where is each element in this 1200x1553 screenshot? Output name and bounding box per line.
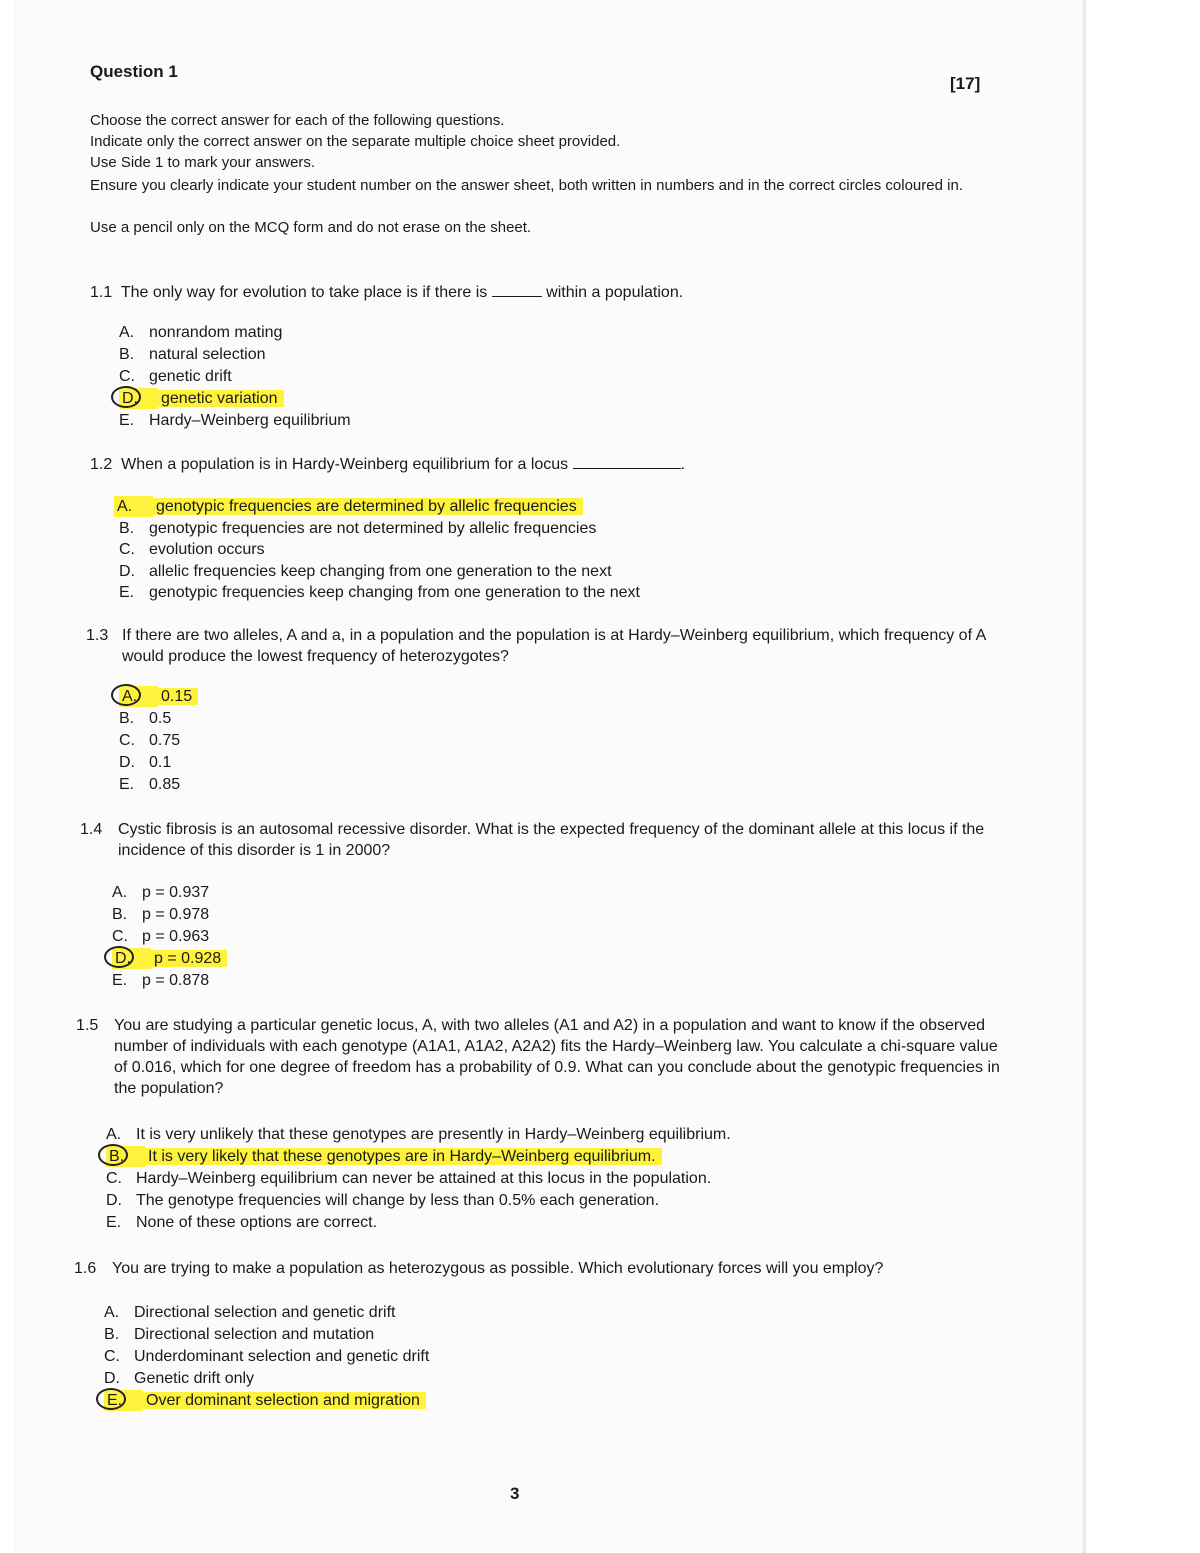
question-text-after: within a population.	[546, 284, 684, 301]
option-a: A. p = 0.937	[112, 884, 210, 901]
option-d: D. 0.1	[119, 754, 172, 771]
option-c: C. p = 0.963	[112, 928, 210, 945]
option-e: E. Hardy–Weinberg equilibrium	[119, 412, 351, 429]
highlighted-answer: genotypic frequencies are determined by allelic frequencies	[153, 498, 583, 515]
answer-circle	[96, 1388, 126, 1410]
instruction-line: Use a pencil only on the MCQ form and do not erase on the sheet.	[90, 219, 532, 236]
answer-circle	[98, 1144, 128, 1166]
option-a-selected: A. genotypic frequencies are determined by allelic frequencies	[114, 496, 583, 517]
option-c: C. genetic drift	[119, 368, 232, 385]
option-b-selected: B. It is very likely that these genotypes are in Hardy–Weinberg equilibrium.	[106, 1146, 662, 1167]
question-number: 1.6	[74, 1260, 97, 1277]
question-title: Question 1	[90, 62, 178, 81]
option-c: C. Hardy–Weinberg equilibrium can never be attained at this locus in the population.	[106, 1170, 712, 1187]
question-text: Cystic fibrosis is an autosomal recessive disorder. What is the expected frequency of the dominant allele at this locus if the incidence of this disorder is 1 in 2000?	[118, 821, 985, 859]
question-text: If there are two alleles, A and a, in a population and the population is at Hardy–Weinberg equilibrium, which frequency of A would produce the lowest frequency of heterozygotes?	[122, 627, 986, 665]
option-e: E. p = 0.878	[112, 972, 210, 989]
option-d: D. The genotype frequencies will change by less than 0.5% each generation.	[106, 1192, 660, 1209]
option-d-selected: D. p = 0.928	[112, 948, 227, 969]
answer-circle	[111, 386, 141, 408]
question-1-1	[90, 282, 683, 303]
answer-blank	[573, 454, 681, 469]
highlighted-answer: It is very likely that these genotypes are in Hardy–Weinberg equilibrium.	[145, 1148, 662, 1165]
option-a: A. Directional selection and genetic drift	[104, 1304, 396, 1321]
option-b: B. natural selection	[119, 346, 266, 363]
option-e-selected: E. Over dominant selection and migration	[104, 1390, 426, 1411]
option-c: C. Underdominant selection and genetic drift	[104, 1348, 430, 1365]
question-number: 1.2	[90, 456, 113, 473]
question-number: 1.3	[86, 627, 109, 644]
page-number: 3	[510, 1484, 520, 1503]
option-b: B. Directional selection and mutation	[104, 1326, 375, 1343]
exam-page	[14, 0, 1086, 1553]
option-e: E. 0.85	[119, 776, 181, 793]
option-a: A. It is very unlikely that these genotypes are presently in Hardy–Weinberg equilibrium.	[106, 1126, 731, 1143]
question-text: You are studying a particular genetic locus, A, with two alleles (A1 and A2) in a population and want to know if the observed number of individuals with each genotype (A1A1, A1A2, A2A2) fits the Hardy–Weinberg law. You calculate a chi-square value of 0.016, which for one degree of freedom has a probability of 0.9. What can you conclude about the genotypic frequencies in the population?	[114, 1017, 1000, 1097]
answer-circle	[111, 684, 141, 706]
highlighted-answer: p = 0.928	[151, 950, 227, 967]
question-1-2	[90, 454, 685, 475]
option-c: C. 0.75	[119, 732, 181, 749]
option-e: E. None of these options are correct.	[106, 1214, 378, 1231]
option-b: B. genotypic frequencies are not determined by allelic frequencies	[119, 520, 597, 537]
option-c: C. evolution occurs	[119, 541, 265, 558]
instruction-line: Choose the correct answer for each of the following questions.	[90, 112, 505, 129]
instruction-line: Indicate only the correct answer on the separate multiple choice sheet provided.	[90, 133, 621, 150]
option-d-selected: D. genetic variation	[119, 388, 284, 409]
answer-blank	[492, 282, 542, 297]
question-number: 1.4	[80, 821, 103, 838]
highlighted-answer: genetic variation	[158, 390, 284, 407]
option-b: B. 0.5	[119, 710, 172, 727]
option-d: D. allelic frequencies keep changing from one generation to the next	[119, 563, 612, 580]
marks-label: [17]	[950, 74, 981, 93]
instruction-line: Use Side 1 to mark your answers.	[90, 154, 316, 171]
highlighted-answer: 0.15	[158, 688, 198, 705]
question-text: When a population is in Hardy-Weinberg equilibrium for a locus	[121, 456, 569, 473]
question-text: The only way for evolution to take place is if there is	[120, 284, 488, 301]
question-number: 1.1	[90, 284, 113, 301]
question-number: 1.5	[76, 1017, 99, 1034]
option-a: A. nonrandom mating	[119, 324, 283, 341]
question-text: You are trying to make a population as heterozygous as possible. Which evolutionary forces will you employ?	[112, 1260, 884, 1277]
option-b: B. p = 0.978	[112, 906, 210, 923]
instruction-line: Ensure you clearly indicate your student number on the answer sheet, both written in numbers and in the correct circles coloured in.	[90, 177, 963, 194]
option-a-selected: A. 0.15	[119, 686, 198, 707]
question-text-after: .	[680, 456, 686, 473]
answer-circle	[104, 946, 134, 968]
option-d: D. Genetic drift only	[104, 1370, 255, 1387]
option-e: E. genotypic frequencies keep changing from one generation to the next	[119, 584, 640, 601]
highlighted-answer: Over dominant selection and migration	[143, 1392, 426, 1409]
